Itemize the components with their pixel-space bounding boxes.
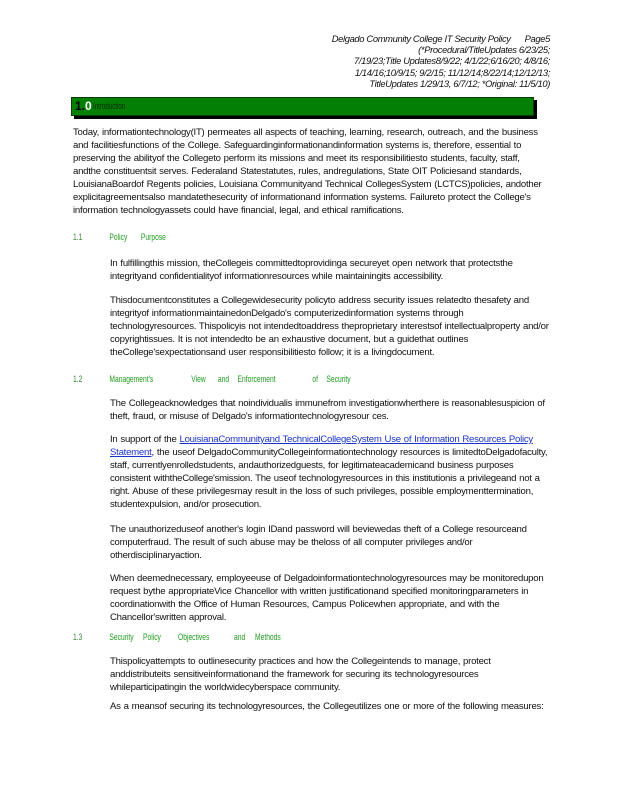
revision-history-line: 7/19/23;Title Updates8/9/22; 4/1/22;6/16/20; 4/8/16; xyxy=(354,55,550,67)
paragraph-text: , the useof DelgadoCommunityCollegeinformationtechnology resources is limitedtoDelgadofaculty, staff, currentlyenrolledstudents, andauthorizedguests, for legitimateacademicand business purposes consistent withtheCollege'smission. The useof technologyresources in this institutionis a privilegeand not a right. Abuse of these privilegesmay result in the loss of such privileges, possible employmenttermination, studentexpulsion, and/or prosecution. xyxy=(110,447,548,510)
page-number: Page5 xyxy=(524,33,550,44)
heading-word: of xyxy=(312,374,319,385)
revision-history-line: TitleUpdates 1/29/13, 6/7/12; *Original: 11/5/10) xyxy=(369,77,550,89)
header-title-line xyxy=(332,33,550,44)
heading-word: Purpose xyxy=(140,232,166,243)
heading-word: Methods xyxy=(255,632,281,643)
page-header xyxy=(332,33,550,89)
heading-word: and xyxy=(234,632,246,643)
section-heading-bar xyxy=(71,97,534,116)
paragraph-text: In support of the xyxy=(110,434,180,445)
paragraph: As a meansof securing its technologyresources, the Collegeutilizes one or more of the following measures: xyxy=(110,701,544,712)
section-number-minor: 0 xyxy=(85,99,92,113)
heading-word: Objectives xyxy=(178,632,210,643)
subsection-number: 1.1 xyxy=(73,232,83,243)
heading-word: Management's xyxy=(109,374,154,385)
intro-paragraph: Today, informationtechnology(IT) permeates all aspects of teaching, learning, research, outreach, and the business and facilitiesfunctions of the College. Safeguardinginformationandinformation systems is, therefore, essential to preserving the abilityof the Collegeto perform its missions and meet its responsibilitiesto students, faculty, staff, andthe constituentsit serves. Federaland Statestatutes, rules, andregulations, State OIT Policiesand standards, LouisianaBoardof Regents policies, Louisiana Communityand Technical CollegesSystem (LCTCS)policies, andother explicitagreementsalso mandatethesecurity of informationand information systems. Failureto protect the College's information technologyassets could have financial, legal, and ethical ramifications. xyxy=(73,127,542,216)
heading-word: Policy xyxy=(143,632,161,643)
section-number-major: 1. xyxy=(75,99,86,113)
section-title: Introduction xyxy=(93,101,126,111)
revision-history-line: 1/14/16;10/9/15; 9/2/15; 11/12/14;8/22/14;12/12/13; xyxy=(354,66,550,78)
heading-word: Enforcement xyxy=(237,374,276,385)
paragraph: Thisdocumentconstitutes a Collegewidesecurity policyto address security issues relatedto thesafety and integrityof informationmaintainedonDelgado's computerizedinformation systems through technologyresources. Thispolicyis not intendedtoaddress theproprietary interestsof intellectualproperty and/or copyrightissues. It is not intendedto be an exhaustive document, but a guidethat outlines theCollege'sexpectationsand user responsibilitiesto follow; it is a livingdocument. xyxy=(110,295,549,358)
subsection-heading-1-1 xyxy=(73,232,166,243)
subsection-heading-1-3 xyxy=(73,632,281,643)
paragraph: When deemednecessary, employeeuse of Delgadoinformationtechnologyresources may be monitoredupon request bythe appropriateVice Chancellor with written justificationand specified monitoringparameters in coordinationwith the Office of Human Resources, Campus Policewhen appropriate, and with the Chancellor'swritten approval. xyxy=(110,573,544,623)
heading-word: Policy xyxy=(109,232,128,243)
subsection-number: 1.2 xyxy=(73,374,83,385)
revision-history-line: (*Procedural/TitleUpdates 6/23/25; xyxy=(418,44,550,56)
heading-word: Security xyxy=(326,374,351,385)
section-number xyxy=(75,99,92,113)
subsection-heading-1-2 xyxy=(73,374,351,385)
subsection-number: 1.3 xyxy=(73,632,83,643)
heading-word: Security xyxy=(109,632,134,643)
document-title: Delgado Community College IT Security Policy xyxy=(331,33,511,44)
paragraph: The unauthorizeduseof another's login IDand password will beviewedas theft of a College resourceand computerfraud. The result of such abuse may be theloss of all computer privileges and/or otherdisciplinaryaction. xyxy=(110,524,527,561)
heading-word: View xyxy=(191,374,206,385)
paragraph xyxy=(110,433,550,511)
paragraph: The Collegeacknowledges that noindividualis immunefrom investigationwherthere is reasonablesuspicion of theft, fraud, or misuse of Delgado's informationtechnologyresour ces. xyxy=(110,398,545,422)
paragraph: In fulfillingthis mission, theCollegeis committedtoprovidinga secureyet open network that protectsthe integrityand confidentialityof informationresources while maintainingits accessibility. xyxy=(110,258,513,282)
paragraph: Thispolicyattempts to outlinesecurity practices and how the Collegeintends to manage, protect anddistributeits sensitiveinformationand the framework for securing its technologyresources whileparticipatingin the worldwidecyberspace community. xyxy=(110,656,491,693)
heading-word: and xyxy=(217,374,230,385)
lctcs-policy-link[interactable]: LouisianaCommunityand TechnicalCollegeSystem Use of Information Resources Policy Statement xyxy=(110,434,533,458)
